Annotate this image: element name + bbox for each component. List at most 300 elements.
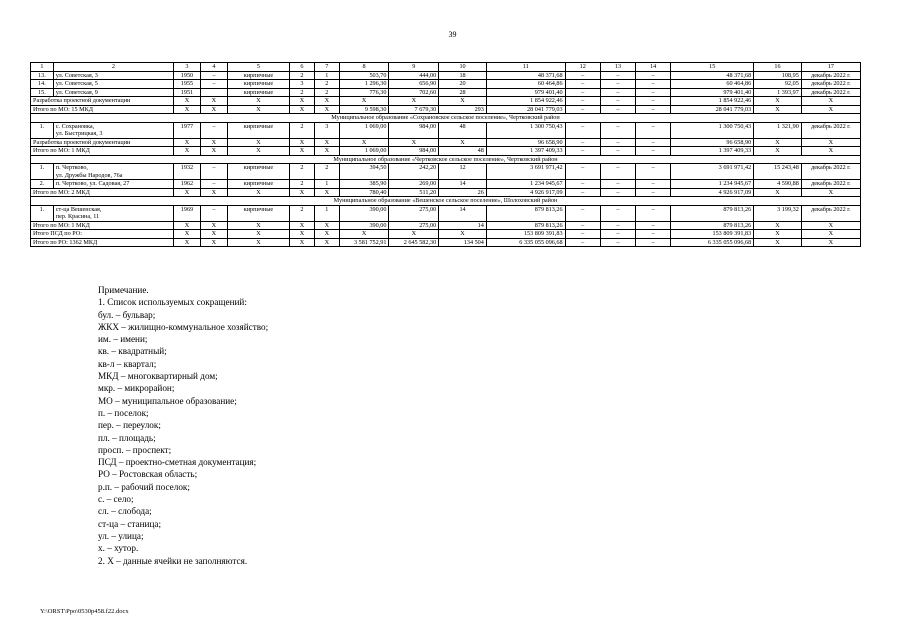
table-cell: 2 — [290, 180, 315, 189]
table-cell: 3 691 971,42 — [671, 164, 754, 180]
table-cell: – — [636, 238, 671, 247]
table-cell: 1 234 945,67 — [671, 180, 754, 189]
table-cell: X — [754, 105, 802, 114]
table-cell: X — [200, 238, 227, 247]
table-cell: – — [565, 105, 600, 114]
table-cell: 394,50 — [339, 164, 389, 180]
column-number-cell: 10 — [439, 63, 487, 72]
column-number-cell: 15 — [671, 63, 754, 72]
table-cell: 92,05 — [754, 80, 802, 89]
table-cell: 1 300 750,43 — [671, 122, 754, 138]
table-cell: 3 581 752,91 — [339, 238, 389, 247]
note-line: бул. – бульвар; — [98, 309, 156, 320]
table-cell: 1 397 409,33 — [486, 147, 565, 156]
table-cell: – — [636, 164, 671, 180]
table-cell: 7 679,30 — [389, 105, 439, 114]
table-row — [31, 205, 861, 221]
table-cell: X — [290, 138, 315, 147]
table-cell: X — [227, 230, 289, 239]
table-cell: – — [200, 180, 227, 189]
table-cell: 1 — [314, 71, 339, 80]
note-line: им. – имени; — [98, 334, 148, 345]
table-cell: X — [200, 230, 227, 239]
table-cell: X — [389, 97, 439, 106]
table-cell: ул. Советская, 3 — [53, 71, 173, 80]
table-row — [31, 122, 861, 138]
table-cell: 6 335 055 096,68 — [486, 238, 565, 247]
table-cell: X — [389, 138, 439, 147]
table-cell: декабрь 2022 г. — [801, 80, 860, 89]
column-number-cell: 5 — [227, 63, 289, 72]
summary-label: Итого по МО: 1 МКД — [31, 147, 174, 156]
table-cell: 293 — [439, 105, 487, 114]
table-cell: 48 371,68 — [486, 71, 565, 80]
table-cell: 1 069,00 — [339, 122, 389, 138]
table-cell: 1. — [31, 122, 54, 138]
table-cell: 2 — [314, 80, 339, 89]
table-cell: 4 590,88 — [754, 180, 802, 189]
table-cell: 4 926 917,09 — [671, 188, 754, 197]
table-cell: X — [339, 97, 389, 106]
table-cell: ул. Советская, 9 — [53, 88, 173, 97]
column-number-cell: 2 — [53, 63, 173, 72]
table-cell: X — [200, 138, 227, 147]
table-cell: 776,30 — [339, 88, 389, 97]
table-cell: X — [339, 230, 389, 239]
note-line: кв-л – квартал; — [98, 358, 157, 369]
table-cell: X — [227, 238, 289, 247]
table-cell: – — [600, 205, 635, 221]
table-cell: – — [636, 230, 671, 239]
table-cell: 879 813,26 — [486, 221, 565, 230]
table-cell: X — [314, 105, 339, 114]
table-cell: п. Чертково, ул. Дружбы Народов, 76а — [53, 164, 173, 180]
table-cell: 879 813,26 — [486, 205, 565, 221]
note-line: р.п. – рабочий поселок; — [98, 481, 190, 492]
table-cell: 14 — [439, 221, 487, 230]
table-cell: 60 464,86 — [486, 80, 565, 89]
table-cell: X — [290, 230, 315, 239]
column-number-cell: 8 — [339, 63, 389, 72]
table-cell: – — [600, 97, 635, 106]
table-cell: 28 041 779,03 — [486, 105, 565, 114]
table-cell: X — [314, 238, 339, 247]
table-cell: ст-ца Вешенская, пер. Красина, 11 — [53, 205, 173, 221]
table-cell: ул. Советская, 5 — [53, 80, 173, 89]
table-cell: – — [565, 71, 600, 80]
table-cell: 984,00 — [389, 122, 439, 138]
table-row — [31, 180, 861, 189]
table-cell: X — [290, 188, 315, 197]
table-cell: декабрь 2022 г. — [801, 164, 860, 180]
table-cell: – — [636, 80, 671, 89]
table-cell: 2 — [290, 205, 315, 221]
column-number-cell: 3 — [173, 63, 200, 72]
table-cell: X — [173, 238, 200, 247]
table-cell: 1 854 922,46 — [671, 97, 754, 106]
table-cell: – — [565, 230, 600, 239]
table-cell: X — [290, 147, 315, 156]
table-cell: X — [439, 138, 487, 147]
table-cell: – — [600, 221, 635, 230]
table-cell: X — [200, 97, 227, 106]
table-cell: 984,00 — [389, 147, 439, 156]
table-cell: 9 598,30 — [339, 105, 389, 114]
summary-row — [31, 138, 861, 147]
table-cell: X — [314, 188, 339, 197]
table-cell: – — [636, 88, 671, 97]
column-numbers-row — [31, 63, 861, 72]
table-cell: 18 — [439, 71, 487, 80]
table-cell: X — [801, 147, 860, 156]
column-number-cell: 12 — [565, 63, 600, 72]
table-cell: 503,70 — [339, 71, 389, 80]
table-cell: X — [290, 221, 315, 230]
table-cell: – — [565, 238, 600, 247]
table-cell: 6 335 055 096,68 — [671, 238, 754, 247]
table-cell: 14 — [439, 205, 487, 221]
table-cell: 48 — [439, 147, 487, 156]
table-cell: X — [339, 138, 389, 147]
registry-table-body — [31, 63, 861, 247]
table-cell: X — [173, 138, 200, 147]
table-cell: X — [173, 147, 200, 156]
note-line: просп. – проспект; — [98, 444, 172, 455]
summary-label: Разработка проектной документации — [31, 97, 174, 106]
table-cell: – — [600, 188, 635, 197]
note-line: ст-ца – станица; — [98, 518, 161, 529]
table-cell: 1 393,97 — [754, 88, 802, 97]
section-header-row — [31, 114, 861, 123]
table-cell: – — [600, 180, 635, 189]
table-cell: X — [227, 188, 289, 197]
table-cell: 3 691 971,42 — [486, 164, 565, 180]
table-cell: X — [290, 238, 315, 247]
table-cell: – — [600, 122, 635, 138]
table-cell: 275,00 — [389, 205, 439, 221]
table-cell: 1955 — [173, 80, 200, 89]
table-cell: – — [565, 80, 600, 89]
table-cell: – — [600, 238, 635, 247]
table-cell: 3 199,32 — [754, 205, 802, 221]
table-cell: 879 813,26 — [671, 205, 754, 221]
table-cell: 153 809 391,83 — [671, 230, 754, 239]
table-cell: X — [754, 97, 802, 106]
table-cell: X — [754, 230, 802, 239]
table-cell: 1969 — [173, 205, 200, 221]
table-cell: 444,00 — [389, 71, 439, 80]
table-cell: 275,00 — [389, 221, 439, 230]
table-row — [31, 164, 861, 180]
table-cell: – — [565, 188, 600, 197]
table-cell: 242,20 — [389, 164, 439, 180]
table-cell: 656,90 — [389, 80, 439, 89]
note-line: ул. – улица; — [98, 530, 144, 541]
table-cell: X — [200, 188, 227, 197]
table-cell: 879 813,26 — [671, 221, 754, 230]
table-cell: 2 645 582,30 — [389, 238, 439, 247]
table-cell: X — [314, 138, 339, 147]
note-line: мкр. – микрорайон; — [98, 383, 175, 394]
table-cell: X — [200, 147, 227, 156]
table-cell — [200, 88, 227, 97]
table-cell: кирпичные — [227, 71, 289, 80]
table-cell: 28 — [439, 88, 487, 97]
table-cell: – — [200, 80, 227, 89]
table-cell: кирпичные — [227, 80, 289, 89]
registry-table-container — [30, 62, 861, 247]
table-cell: – — [636, 122, 671, 138]
table-cell: 2 — [290, 88, 315, 97]
table-cell: X — [227, 105, 289, 114]
table-cell: 269,00 — [389, 180, 439, 189]
table-cell: 1 234 945,67 — [486, 180, 565, 189]
summary-label: Разработка проектной документации — [31, 138, 174, 147]
table-cell: декабрь 2022 г. — [801, 205, 860, 221]
table-cell: – — [636, 221, 671, 230]
table-cell: 1951 — [173, 88, 200, 97]
table-cell: 2 — [290, 164, 315, 180]
summary-row — [31, 188, 861, 197]
table-cell: X — [200, 105, 227, 114]
note-line: п. – поселок; — [98, 407, 149, 418]
table-cell: кирпичные — [227, 88, 289, 97]
table-cell: – — [600, 88, 635, 97]
table-cell: 3 — [314, 122, 339, 138]
table-row — [31, 80, 861, 89]
table-cell: 702,60 — [389, 88, 439, 97]
table-cell: 14. — [31, 80, 54, 89]
table-cell: – — [636, 147, 671, 156]
table-cell: кирпичные — [227, 180, 289, 189]
table-cell: X — [173, 105, 200, 114]
table-cell: 1962 — [173, 180, 200, 189]
table-cell: X — [754, 138, 802, 147]
table-cell: X — [290, 97, 315, 106]
table-cell: 13. — [31, 71, 54, 80]
summary-label: Итого по РО: 1362 МКД — [31, 238, 174, 247]
table-cell: – — [200, 205, 227, 221]
table-cell: X — [173, 188, 200, 197]
table-cell: 1932 — [173, 164, 200, 180]
table-cell: 4 926 917,09 — [486, 188, 565, 197]
table-cell: 153 809 391,83 — [486, 230, 565, 239]
note-line: пл. – площадь; — [98, 432, 156, 443]
column-number-cell: 6 — [290, 63, 315, 72]
table-cell: – — [200, 122, 227, 138]
table-cell: 20 — [439, 80, 487, 89]
table-cell: – — [600, 71, 635, 80]
table-cell: – — [636, 71, 671, 80]
table-cell: – — [600, 138, 635, 147]
table-cell: X — [314, 97, 339, 106]
column-number-cell: 1 — [31, 63, 54, 72]
column-number-cell: 4 — [200, 63, 227, 72]
table-cell: X — [439, 230, 487, 239]
table-cell: 1 — [314, 180, 339, 189]
notes-lines — [98, 296, 268, 567]
table-cell: 3 — [290, 80, 315, 89]
table-cell: X — [290, 105, 315, 114]
table-cell: – — [565, 138, 600, 147]
table-cell: X — [227, 138, 289, 147]
table-cell: – — [565, 97, 600, 106]
table-cell: – — [600, 105, 635, 114]
table-cell: – — [600, 230, 635, 239]
table-cell: 60 464,86 — [671, 80, 754, 89]
table-cell: 12 — [439, 164, 487, 180]
summary-label: Итого по МО: 15 МКД — [31, 105, 174, 114]
table-cell: X — [754, 188, 802, 197]
table-cell: декабрь 2022 г. — [801, 71, 860, 80]
table-cell: 15 243,48 — [754, 164, 802, 180]
table-cell: X — [227, 221, 289, 230]
table-cell: 48 371,68 — [671, 71, 754, 80]
note-line: х. – хутор. — [98, 543, 139, 554]
table-cell: – — [200, 164, 227, 180]
section-header-row — [31, 197, 861, 206]
summary-label: Итого по МО: 2 МКД — [31, 188, 174, 197]
table-cell: 2. — [31, 180, 54, 189]
table-cell: кирпичные — [227, 164, 289, 180]
summary-label: Итого ПСД по РО: — [31, 230, 174, 239]
table-cell: 2 — [290, 71, 315, 80]
table-cell: X — [314, 147, 339, 156]
table-cell: кирпичные — [227, 205, 289, 221]
table-cell: – — [200, 71, 227, 80]
table-cell: декабрь 2022 г. — [801, 88, 860, 97]
table-cell: 48 — [439, 122, 487, 138]
table-cell: – — [565, 205, 600, 221]
table-cell: – — [636, 105, 671, 114]
table-cell: X — [801, 138, 860, 147]
table-cell: с. Сохрановка, ул. Быстрицкая, 3 — [53, 122, 173, 138]
table-cell: X — [227, 147, 289, 156]
section-header-row — [31, 155, 861, 164]
table-row — [31, 88, 861, 97]
table-cell: 1977 — [173, 122, 200, 138]
table-cell: 1 — [314, 205, 339, 221]
table-cell: – — [565, 221, 600, 230]
table-cell: X — [801, 238, 860, 247]
table-cell: – — [636, 180, 671, 189]
column-number-cell: 13 — [600, 63, 635, 72]
table-cell: X — [314, 221, 339, 230]
registry-table — [30, 62, 861, 247]
summary-row — [31, 105, 861, 114]
table-cell: 1 069,00 — [339, 147, 389, 156]
table-cell: 1 397 409,33 — [671, 147, 754, 156]
table-cell: 979 401,40 — [671, 88, 754, 97]
table-cell: – — [636, 97, 671, 106]
table-cell: – — [565, 122, 600, 138]
section-title: Муниципальное образование «Сохрановское сельское поселение», Чертковский район — [31, 114, 861, 123]
note-line: с. – село; — [98, 494, 134, 505]
table-cell: 1. — [31, 205, 54, 221]
table-cell: X — [801, 105, 860, 114]
table-cell: 511,20 — [389, 188, 439, 197]
table-cell: – — [600, 164, 635, 180]
table-cell: 1 300 750,43 — [486, 122, 565, 138]
column-number-cell: 17 — [801, 63, 860, 72]
table-cell: 1 296,30 — [339, 80, 389, 89]
summary-row — [31, 221, 861, 230]
column-number-cell: 7 — [314, 63, 339, 72]
notes-title: Примечание. — [98, 285, 149, 295]
table-cell: 2 — [290, 122, 315, 138]
table-cell: X — [754, 221, 802, 230]
table-cell: – — [636, 138, 671, 147]
table-row — [31, 71, 861, 80]
table-cell: декабрь 2022 г. — [801, 122, 860, 138]
note-line: сл. – слобода; — [98, 506, 152, 517]
table-cell: 2 — [314, 88, 339, 97]
table-cell: X — [754, 147, 802, 156]
table-cell: X — [389, 230, 439, 239]
table-cell: 2 — [314, 164, 339, 180]
table-cell: – — [636, 188, 671, 197]
table-cell: 96 658,90 — [671, 138, 754, 147]
table-cell: 979 401,40 — [486, 88, 565, 97]
note-line: пер. – переулок; — [98, 420, 161, 431]
table-cell: X — [173, 221, 200, 230]
table-cell: п. Чертково, ул. Садовая, 27 — [53, 180, 173, 189]
table-cell: – — [636, 205, 671, 221]
summary-row — [31, 238, 861, 247]
table-cell: 1950 — [173, 71, 200, 80]
summary-label: Итого по МО: 1 МКД — [31, 221, 174, 230]
table-cell: 108,95 — [754, 71, 802, 80]
table-cell: X — [173, 230, 200, 239]
column-number-cell: 11 — [486, 63, 565, 72]
table-cell: – — [565, 180, 600, 189]
section-title: Муниципальное образование «Вешенское сельское поселение», Шолоховский район — [31, 197, 861, 206]
table-cell: 134 504 — [439, 238, 487, 247]
table-cell: 1 854 922,46 — [486, 97, 565, 106]
table-cell: X — [801, 188, 860, 197]
table-cell: X — [801, 221, 860, 230]
table-cell: 1. — [31, 164, 54, 180]
note-line: 1. Список используемых сокращений: — [98, 297, 247, 308]
note-line: МКД – многоквартирный дом; — [98, 371, 218, 382]
note-line: 2. Х – данные ячейки не заполняются. — [98, 555, 248, 566]
table-cell: X — [801, 97, 860, 106]
table-cell: X — [227, 97, 289, 106]
column-number-cell: 16 — [754, 63, 802, 72]
table-cell: 14 — [439, 180, 487, 189]
table-cell: – — [565, 164, 600, 180]
table-cell: 390,00 — [339, 221, 389, 230]
note-line: ПСД – проектно-сметная документация; — [98, 457, 257, 468]
note-line: кв. – квадратный; — [98, 346, 167, 357]
table-cell: X — [801, 230, 860, 239]
table-cell: X — [200, 221, 227, 230]
section-title: Муниципальное образование «Чертковское сельское поселение», Чертковский район — [31, 155, 861, 164]
column-number-cell: 9 — [389, 63, 439, 72]
table-cell: – — [600, 147, 635, 156]
note-line: РО – Ростовская область; — [98, 469, 198, 480]
table-cell: – — [565, 147, 600, 156]
table-cell: 15. — [31, 88, 54, 97]
table-cell: 390,00 — [339, 205, 389, 221]
table-cell: X — [173, 97, 200, 106]
page-number: 39 — [448, 30, 457, 39]
table-cell: 385,90 — [339, 180, 389, 189]
table-cell: 1 321,90 — [754, 122, 802, 138]
table-cell: X — [754, 238, 802, 247]
table-cell: – — [565, 88, 600, 97]
table-cell: 26 — [439, 188, 487, 197]
